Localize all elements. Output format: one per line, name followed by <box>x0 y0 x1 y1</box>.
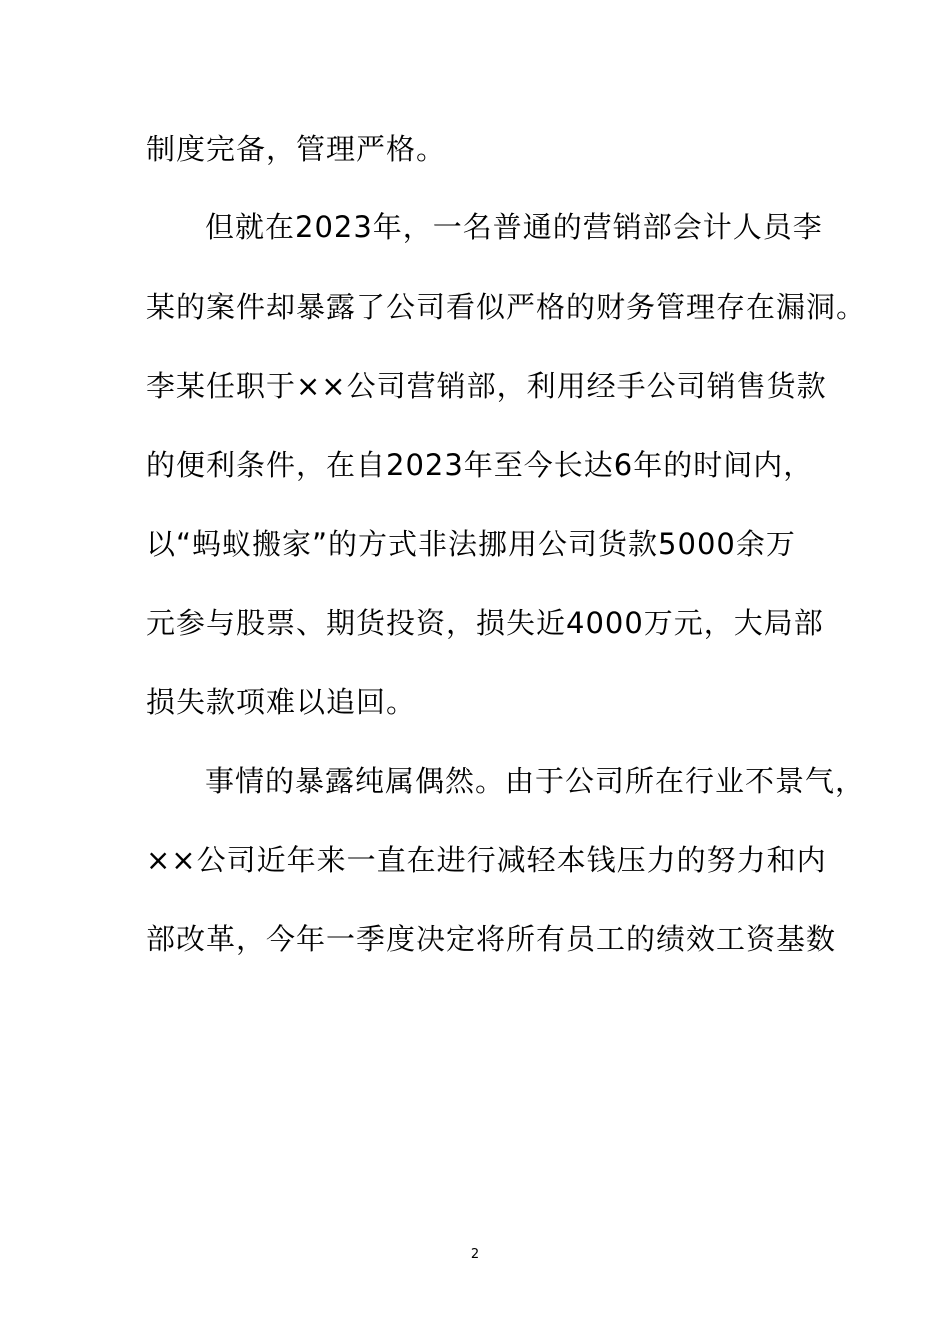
text-line: ××公司近年来一直在进行减轻本钱压力的努力和内 <box>146 843 827 877</box>
text-line: 损失款项难以追回。 <box>146 685 417 719</box>
text-line: 某的案件却暴露了公司看似严格的财务管理存在漏洞。 <box>146 290 867 324</box>
text-line: 的便利条件，在自2023年至今长达6年的时间内， <box>146 448 814 482</box>
paragraph-first-line: 但就在2023年，一名普通的营销部会计人员李 <box>205 210 823 244</box>
text-line: 李某任职于××公司营销部，利用经手公司销售货款 <box>146 369 827 403</box>
page-number: 2 <box>470 1247 480 1262</box>
text-line: 制度完备，管理严格。 <box>146 132 447 166</box>
paragraph-first-line: 事情的暴露纯属偶然。由于公司所在行业不景气， <box>205 764 866 798</box>
text-line: 以“蚂蚁搬家”的方式非法挪用公司货款5000余万 <box>146 527 796 561</box>
text-line: 部改革，今年一季度决定将所有员工的绩效工资基数 <box>146 922 837 956</box>
text-line: 元参与股票、期货投资，损失近4000万元，大局部 <box>146 606 824 640</box>
